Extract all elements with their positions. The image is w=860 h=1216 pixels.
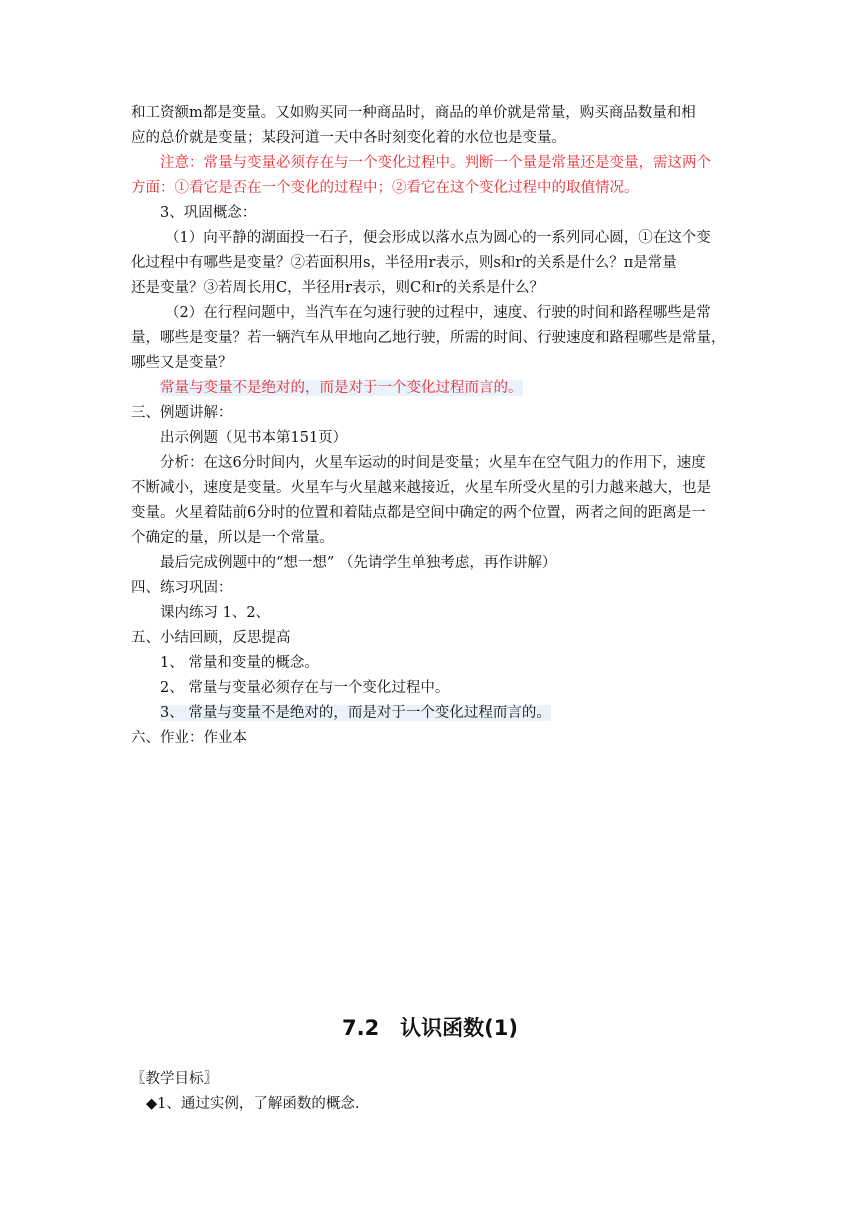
note-line: 注意：常量与变量必须存在与一个变化过程中。判断一个量是常量还是变量，需这两个: [160, 155, 711, 171]
section-heading: 四、练习巩固：: [131, 580, 233, 596]
text-line: 化过程中有哪些是变量？②若面积用s，半径用r表示，则s和r的关系是什么？π是常量: [131, 255, 677, 271]
text-line: （2）在行程问题中，当汽车在匀速行驶的过程中，速度、行驶的时间和路程哪些是常: [165, 305, 711, 321]
text-line: 变量。火星着陆前6分时的位置和着陆点都是空间中确定的两个位置，两者之间的距离是一: [131, 505, 706, 521]
text-line: 应的总价就是变量；某段河道一天中各时刻变化着的水位也是变量。: [131, 130, 566, 146]
text-line: 个确定的量，所以是一个常量。: [131, 530, 334, 546]
objectives-label: 〖教学目标〗: [131, 1071, 218, 1087]
text-line: 3、巩固概念：: [160, 205, 257, 221]
text-line: 还是变量？③若周长用C，半径用r表示，则C和r的关系是什么？: [131, 280, 545, 296]
text-line: 量，哪些是变量？若一辆汽车从甲地向乙地行驶，所需的时间、行驶速度和路程哪些是常量，: [131, 330, 726, 346]
text-line: 分析：在这6分时间内，火星车运动的时间是变量；火星车在空气阻力的作用下，速度: [160, 455, 706, 471]
list-item: [160, 701, 551, 726]
text-line: 不断减小，速度是变量。火星车与火星越来越接近，火星车所受火星的引力越来越大，也是: [131, 480, 711, 496]
text-line: 哪些又是变量？: [131, 355, 233, 371]
highlight-line: [160, 376, 523, 401]
list-item: 1、 常量和变量的概念。: [160, 655, 319, 671]
text-line: （1）向平静的湖面投一石子，便会形成以落水点为圆心的一系列同心圆，①在这个变: [165, 230, 711, 246]
objective-item: ◆1、通过实例，了解函数的概念.: [146, 1096, 360, 1112]
highlighted-text: 常量与变量不是绝对的，而是对于一个变化过程而言的。: [160, 380, 523, 396]
section-heading: 三、例题讲解：: [131, 405, 233, 421]
highlighted-text: 3、 常量与变量不是绝对的，而是对于一个变化过程而言的。: [160, 705, 551, 721]
section-heading: 五、小结回顾，反思提高: [131, 630, 291, 646]
note-line: 方面：①看它是否在一个变化的过程中；②看它在这个变化过程中的取值情况。: [131, 180, 639, 196]
section-heading: 六、作业：作业本: [131, 730, 247, 746]
text-line: 课内练习 1、2、: [160, 605, 271, 621]
text-line: 出示例题（见书本第151页）: [160, 430, 348, 446]
text-line: 最后完成例题中的“想一想” （先请学生单独考虑，再作讲解）: [160, 555, 557, 571]
text-line: 和工资额m都是变量。又如购买同一种商品时，商品的单价就是常量，购买商品数量和相: [131, 105, 696, 121]
section-title: 7.2 认识函数(1): [341, 1016, 518, 1040]
list-item: 2、 常量与变量必须存在与一个变化过程中。: [160, 680, 450, 696]
